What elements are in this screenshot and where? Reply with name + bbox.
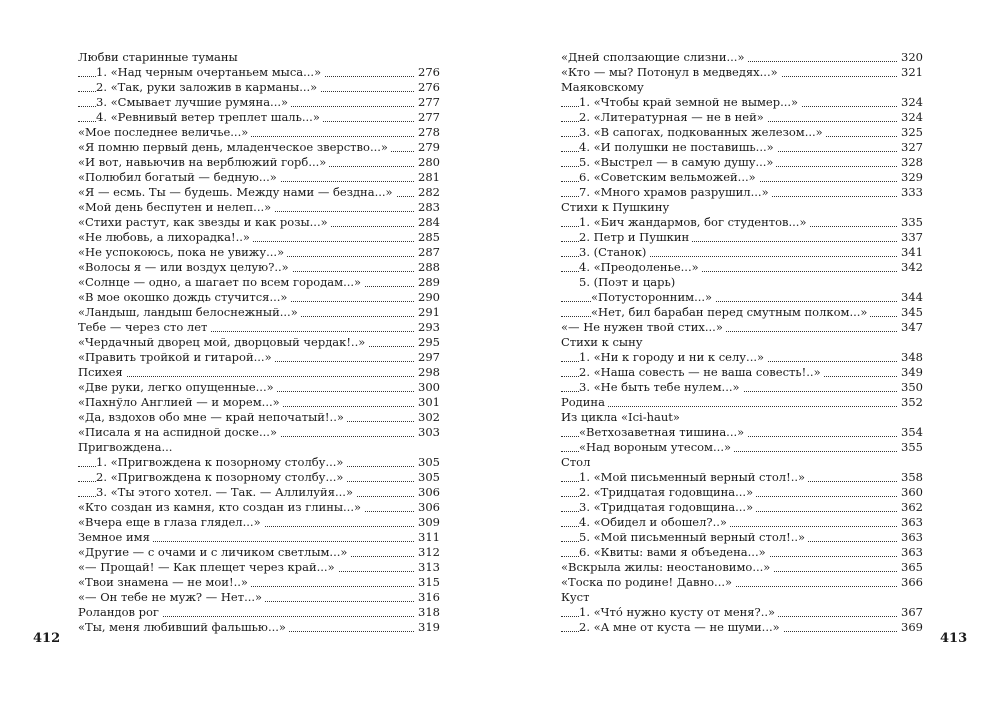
toc-entry [78,200,440,215]
toc-entry-page: 355 [898,440,923,455]
toc-entry [78,335,440,350]
toc-entry-page: 319 [415,620,440,635]
toc-entry-page: 365 [898,560,923,575]
toc-entry [561,530,923,545]
toc-entry-title: Стихи к сыну [561,335,646,349]
dot-leader [78,376,414,377]
left-page-contents [78,50,440,635]
toc-entry-title: Психея [78,365,126,379]
toc-section-heading [561,200,923,215]
toc-entry-title: Тебе — через сто лет [78,320,210,334]
toc-entry [561,140,923,155]
toc-entry-title: Куст [561,590,592,604]
toc-entry-page: 324 [898,95,923,110]
toc-entry-page: 320 [898,50,923,65]
toc-entry [561,605,923,620]
toc-entry-page: 306 [415,485,440,500]
toc-entry [561,560,923,575]
toc-entry [78,110,440,125]
toc-entry-page: 362 [898,500,923,515]
toc-entry [78,350,440,365]
toc-entry-page: 367 [898,605,923,620]
toc-entry-title: 1. «Пригвождена к позорному столбу...» [96,455,346,469]
toc-entry-page: 318 [415,605,440,620]
toc-entry [561,125,923,140]
toc-entry [78,65,440,80]
toc-entry-title: «Тоска по родине! Давно...» [561,575,735,589]
toc-entry-title: 1. «Что́ нужно кусту от меня?..» [579,605,778,619]
toc-entry-page: 303 [415,425,440,440]
toc-entry [561,365,923,380]
toc-entry-title: «Не любовь, а лихорадка!..» [78,230,253,244]
toc-entry-title: «Две руки, легко опущенные...» [78,380,277,394]
toc-entry-title: 3. (Станок) [579,245,649,259]
toc-entry-title: 6. «Советским вельможей...» [579,170,759,184]
toc-entry [78,230,440,245]
toc-entry-page: 360 [898,485,923,500]
toc-entry-page: 309 [415,515,440,530]
toc-entry [78,470,440,485]
toc-entry-page: 345 [898,305,923,320]
toc-entry [561,50,923,65]
toc-entry-title: 3. «Смывает лучшие румяна...» [96,95,291,109]
toc-entry [78,575,440,590]
toc-entry-title: «Ветхозаветная тишина...» [579,425,747,439]
toc-entry-page: 283 [415,200,440,215]
toc-entry-page: 363 [898,515,923,530]
toc-entry-page: 344 [898,290,923,305]
toc-entry [561,170,923,185]
toc-entry-title: Пригвождена... [78,440,175,454]
toc-section-heading [78,50,440,65]
toc-entry-title: «— Он тебе не муж? — Нет...» [78,590,265,604]
toc-entry-title: 1. «Над черным очертаньем мыса...» [96,65,324,79]
toc-entry-page: 349 [898,365,923,380]
toc-entry-title: 2. «Пригвождена к позорному столбу...» [96,470,346,484]
toc-entry [78,215,440,230]
toc-entry-title: «Мой день беспутен и нелеп...» [78,200,274,214]
toc-entry-page: 312 [415,545,440,560]
toc-entry [78,305,440,320]
toc-entry [78,140,440,155]
toc-entry [78,485,440,500]
toc-entry [561,575,923,590]
toc-entry-title: Маяковскому [561,80,647,94]
toc-entry-title: «Я помню первый день, младенческое зверство...» [78,140,391,154]
toc-entry-title: «— Не нужен твой стих...» [561,320,726,334]
toc-entry-page: 281 [415,170,440,185]
toc-entry-title: «В мое окошко дождь стучится...» [78,290,290,304]
toc-entry-page: 289 [415,275,440,290]
toc-entry [78,410,440,425]
toc-entry-title: 2. «А мне от куста — не шуми...» [579,620,783,634]
toc-entry-title: «И вот, навьючив на верблюжий горб...» [78,155,329,169]
toc-entry-page: 300 [415,380,440,395]
toc-entry-page: 348 [898,350,923,365]
toc-entry-page: 369 [898,620,923,635]
toc-section-heading [561,455,923,470]
toc-entry [561,230,923,245]
toc-entry-page: 337 [898,230,923,245]
toc-entry-title: «— Прощай! — Как плещет через край...» [78,560,338,574]
toc-entry [561,95,923,110]
toc-entry [78,560,440,575]
toc-entry-page: 333 [898,185,923,200]
toc-entry [561,110,923,125]
toc-entry-page: 276 [415,80,440,95]
toc-entry-title: 1. «Мой письменный верный стол!..» [579,470,808,484]
toc-entry-page: 347 [898,320,923,335]
right-page-contents [561,50,923,635]
toc-entry [78,380,440,395]
toc-entry-title: «Над вороным утесом...» [579,440,734,454]
toc-entry-page: 288 [415,260,440,275]
toc-entry-page: 325 [898,125,923,140]
toc-entry-title: «Пахнўло Англией — и морем...» [78,395,283,409]
toc-entry-title: «Стихи растут, как звезды и как розы...» [78,215,331,229]
toc-entry-title: «Писала я на аспидной доске...» [78,425,280,439]
toc-entry [78,95,440,110]
toc-section-heading [78,440,440,455]
page-number-right: 413 [940,631,968,646]
toc-entry-page: 290 [415,290,440,305]
toc-entry-title: Любви старинные туманы [78,50,241,64]
toc-entry-page: 301 [415,395,440,410]
toc-entry-title: «Твои знамена — не мои!..» [78,575,251,589]
toc-entry-title: 2. «Так, руки заложив в карманы...» [96,80,320,94]
toc-entry-title: «Вчера еще в глаза глядел...» [78,515,264,529]
toc-entry [561,470,923,485]
toc-entry [561,500,923,515]
toc-entry-title: 1. «Бич жандармов, бог студентов...» [579,215,810,229]
toc-entry-page: 285 [415,230,440,245]
toc-entry-title: «Другие — с очами и с личиком светлым...» [78,545,350,559]
toc-entry-page: 363 [898,545,923,560]
toc-entry-page: 287 [415,245,440,260]
toc-section-heading [561,80,923,95]
toc-entry-title: «Волосы я — или воздух целую?..» [78,260,292,274]
toc-entry [561,245,923,260]
toc-section-heading [561,590,923,605]
toc-entry-page: 277 [415,110,440,125]
toc-entry [561,620,923,635]
toc-entry-title: «Нет, бил барабан перед смутным полком...» [591,305,870,319]
toc-entry-title: «Полюбил богатый — бедную...» [78,170,280,184]
toc-entry-page: 311 [415,530,440,545]
toc-entry [78,185,440,200]
toc-section-heading [561,275,923,290]
toc-entry-page: 284 [415,215,440,230]
toc-entry-title: 5. «Мой письменный верный стол!..» [579,530,808,544]
toc-entry [78,455,440,470]
toc-entry-page: 363 [898,530,923,545]
toc-entry [78,515,440,530]
toc-entry-title: «Править тройкой и гитарой...» [78,350,275,364]
toc-entry-page: 341 [898,245,923,260]
toc-entry [78,500,440,515]
toc-entry-page: 315 [415,575,440,590]
toc-entry-page: 293 [415,320,440,335]
toc-entry-title: 4. «Обидел и обошел?..» [579,515,730,529]
toc-entry-title: 2. Петр и Пушкин [579,230,692,244]
toc-entry [561,320,923,335]
toc-entry-page: 279 [415,140,440,155]
toc-entry-page: 316 [415,590,440,605]
toc-entry [78,320,440,335]
toc-entry-page: 350 [898,380,923,395]
toc-entry-page: 306 [415,500,440,515]
toc-entry-title: 1. «Ни к городу и ни к селу...» [579,350,767,364]
toc-entry-title: «Кто — мы? Потонул в медведях...» [561,65,781,79]
toc-entry-title: 1. «Чтобы край земной не вымер...» [579,95,801,109]
toc-entry-title: «Потусторонним...» [591,290,715,304]
toc-entry [78,365,440,380]
toc-entry-page: 277 [415,95,440,110]
toc-entry-page: 321 [898,65,923,80]
toc-entry-title: 4. «Ревнивый ветер треплет шаль...» [96,110,323,124]
toc-entry [561,485,923,500]
toc-entry-page: 298 [415,365,440,380]
toc-entry-page: 335 [898,215,923,230]
toc-entry-title: 6. «Квиты: вами я объедена...» [579,545,769,559]
toc-entry-title: 3. «Ты этого хотел. — Так. — Аллилуйя...» [96,485,356,499]
toc-entry-title: 2. «Наша совесть — не ваша совесть!..» [579,365,824,379]
toc-entry-title: 2. «Тридцатая годовщина...» [579,485,756,499]
toc-entry-title: Из цикла «Ici-haut» [561,410,683,424]
toc-section-heading [561,410,923,425]
toc-entry [561,380,923,395]
toc-entry-page: 342 [898,260,923,275]
page-number-left: 412 [33,631,61,646]
toc-entry [78,260,440,275]
toc-entry-title: Роландов рог [78,605,162,619]
toc-entry-page: 352 [898,395,923,410]
toc-entry-page: 302 [415,410,440,425]
toc-entry-title: «Да, вздохов обо мне — край непочатый!..» [78,410,347,424]
toc-entry [561,545,923,560]
toc-entry [561,305,923,320]
toc-entry [561,350,923,365]
toc-entry [561,65,923,80]
toc-entry-title: «Дней сползающие слизни...» [561,50,747,64]
toc-entry-page: 358 [898,470,923,485]
toc-entry-title: «Я — есмь. Ты — будешь. Между нами — бездна...» [78,185,396,199]
toc-entry-title: Земное имя [78,530,153,544]
toc-entry [561,440,923,455]
toc-entry-title: «Вскрыла жилы: неостановимо...» [561,560,773,574]
toc-entry-title: 5. «Выстрел — в самую душу...» [579,155,776,169]
toc-entry-title: Родина [561,395,608,409]
toc-entry [78,155,440,170]
toc-entry-page: 366 [898,575,923,590]
toc-entry-page: 276 [415,65,440,80]
toc-entry-title: Стол [561,455,593,469]
toc-entry-title: «Мое последнее величье...» [78,125,251,139]
toc-entry-title: «Ландыш, ландыш белоснежный...» [78,305,301,319]
toc-entry [78,275,440,290]
toc-entry-title: «Кто создан из камня, кто создан из глины...» [78,500,364,514]
toc-entry-title: «Ты, меня любивший фальшью...» [78,620,289,634]
toc-entry [78,545,440,560]
toc-entry [78,245,440,260]
toc-entry-page: 291 [415,305,440,320]
toc-entry [78,605,440,620]
toc-entry-page: 278 [415,125,440,140]
toc-entry [78,590,440,605]
toc-entry [561,515,923,530]
toc-entry [78,620,440,635]
toc-entry [78,125,440,140]
toc-entry [561,260,923,275]
toc-entry-page: 282 [415,185,440,200]
toc-entry [561,425,923,440]
toc-entry [561,215,923,230]
dot-leader [561,406,897,407]
toc-entry-title: 5. (Поэт и царь) [579,275,678,289]
toc-entry [561,185,923,200]
toc-entry-title: 4. «И полушки не поставишь...» [579,140,777,154]
toc-entry-page: 295 [415,335,440,350]
toc-entry-page: 327 [898,140,923,155]
toc-entry [78,170,440,185]
toc-entry-page: 329 [898,170,923,185]
toc-entry [561,155,923,170]
toc-entry-title: 3. «В сапогах, подкованных железом...» [579,125,826,139]
toc-entry-title: «Солнце — одно, а шагает по всем городам...» [78,275,364,289]
toc-entry-title: Стихи к Пушкину [561,200,672,214]
toc-entry-title: 4. «Преодоленье...» [579,260,702,274]
toc-entry-page: 324 [898,110,923,125]
toc-entry [78,290,440,305]
toc-entry-page: 305 [415,470,440,485]
toc-entry [78,530,440,545]
toc-entry-title: 3. «Тридцатая годовщина...» [579,500,756,514]
toc-entry-page: 280 [415,155,440,170]
toc-entry-title: 3. «Не быть тебе нулем...» [579,380,743,394]
toc-entry [561,290,923,305]
toc-entry-page: 313 [415,560,440,575]
toc-entry-page: 305 [415,455,440,470]
toc-entry-page: 354 [898,425,923,440]
toc-entry [561,395,923,410]
toc-entry-title: 7. «Много храмов разрушил...» [579,185,772,199]
toc-entry-title: 2. «Литературная — не в ней» [579,110,767,124]
toc-entry-title: «Не успокоюсь, пока не увижу...» [78,245,287,259]
toc-entry [78,425,440,440]
toc-section-heading [561,335,923,350]
toc-entry-page: 328 [898,155,923,170]
toc-entry-page: 297 [415,350,440,365]
toc-entry [78,395,440,410]
toc-entry [78,80,440,95]
toc-entry-title: «Чердачный дворец мой, дворцовый чердак!..» [78,335,368,349]
